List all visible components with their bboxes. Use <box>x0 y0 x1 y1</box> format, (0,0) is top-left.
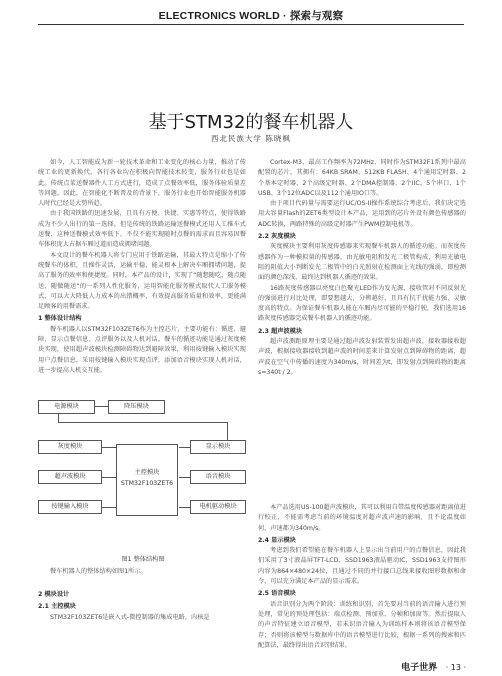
paragraph: 如今，人工智能成为新一轮技术革命和工业变化的核心力量，推动了传统工业的更新换代，各行各业均在积极向智能技术转变，服务行业也是如此。传统点菜送餐器件人工方式进行，造成了点餐效率低，服务体验质量差等问题。因此，在智能化不断普及的背景下，服务行业也开始智能服务机器人时代已经是大势所趋。 <box>38 159 246 208</box>
buck-module-box: 降压模块 <box>108 400 165 414</box>
display-module-box: 显示模块 <box>190 440 246 454</box>
page-number: · 13 · <box>445 663 466 672</box>
connector-line <box>94 406 108 407</box>
connector-line <box>227 422 228 440</box>
mcu-module-box <box>116 444 178 516</box>
connector-line <box>102 507 116 508</box>
figure-caption: 图1 整体结构图 <box>121 556 165 563</box>
connector-line <box>179 447 190 448</box>
mcu-label: 主控模块 <box>134 469 160 476</box>
paragraph: 由于项目代码量与需要运行UC/OS-II操作系统综合考虑后，我们决定选用大容量Flash的ZET6类型设计本产品，运用到的芯片外设有颜色传感器的ADC转换，两路特殊的高级定时器产生PWM控制电机等。 <box>258 200 466 228</box>
paragraph: Cortex-M3，最高工作频率为72MHz，同时作为STM32F1系列中最高配置的芯片，其拥有：64KB SRAM、512KB FLASH、4个通用定时器、2个基本定时器、2个高级定时器、2个DMA控制器、2个IIC、5个串口、1个USB、3个12位ADC以及112个通用IO口等。 <box>258 159 466 197</box>
figure-note: 餐车机器人的整体结构如图1所示。 <box>50 568 147 575</box>
left-column <box>38 158 246 376</box>
section-heading: 1 整体设计结构 <box>38 315 82 323</box>
connector-line <box>58 422 228 423</box>
page-header <box>0 8 502 26</box>
connector-line <box>179 477 190 478</box>
section-heading: 2 模块设计 <box>38 591 70 598</box>
connector-line <box>102 477 116 478</box>
paragraph: 灰度模块主要利用灰度传感器来实现餐车机器人的循迹功能。而灰度传感器作为一种模拟量的传感器，由光敏电阻和发光二极管构成，利用光敏电阻的阻值大小判断发光二极管中的白光照射在检测面上光线的强弱，即检测面的颜色深浅，最终达到机器人循迹的效果。 <box>258 243 466 282</box>
paragraph: STM32F103ZET6是嵌入式-微控制器的集成电路，内核是 <box>50 613 210 621</box>
subsection-heading: 2.1 主控模块 <box>38 603 76 611</box>
mcu-chip-label: STM32F103ZET6 <box>120 480 174 487</box>
paragraph: 超声波测距原理主要是通过超声波发射装置发出超声波，接收器接收超声波，根据接收器接收到超声波的时间差来计算发射点到障碍物的距离，超声波在空气中传播的速度为340m/s，时间差为t，即发射点到障碍物的距离s=340t / 2。 <box>258 338 466 376</box>
paragraph: 由于我国铁路的迅速发展，且具有方便、快捷、实惠等特点，使得铁路成为不少人出行的第一选择。但是传统的铁路运输送餐模式还用人工推车式送餐，这种送餐模式效率低下，不仅不能实现随时点餐的需求而且容易因餐车体积庞大占据车厢过道而造成拥堵问题。 <box>38 210 246 249</box>
subsection-heading: 2.5 语音模块 <box>258 590 296 598</box>
gray-module-box: 灰度模块 <box>38 440 102 454</box>
journal-brand: 电子世界 <box>401 663 438 673</box>
connector-line <box>58 414 59 422</box>
paragraph: 16路灰度传感器以亮度白色聚光LED作为发光源，接收管对不同反射光的强弱进行对比处理，即要想越大，分辨越好，且具有抗干扰能力强、灵敏度高的特点。为保证餐车机器人能在车厢内尽可能的平稳行驶，我们选用16路灰度传感器完成餐车机器人的循迹功能。 <box>258 284 466 323</box>
voice-module-box: 语音模块 <box>190 470 246 484</box>
right-lower-section <box>258 503 466 651</box>
right-column <box>258 158 466 378</box>
journal-header-text: ELECTRONICS WORLD · 探索与观察 <box>158 10 344 22</box>
subsection-heading: 2.4 显示模块 <box>258 536 296 544</box>
paragraph: 语音识别分为两个阶段：训练和识别，首先要对当前的语音输入进行预处理，常见的预处理包括：端点检测、预加重、分帧和加窗等。然后提取人的声音特征建立语音模型，若未识语音输入为训练样本则将该语音模型保存；否则将该模型与数据库中的语音模型进行比较，根据一系列的搜索和匹配算法，最终得出语音识别结果。 <box>258 600 466 649</box>
paragraph: 本文设计的餐车机器人将专门应用于铁路运输，其最大特点是缩小了传统餐车的体积，且操作灵活，运输平稳，能灵根本上解决车厢拥堵问题，提高了服务的效率和便捷度。同时，本产品的设计，实现了“随想随吃，随点随送，随做随送”的一系列人性化服务，运用智能化服务模式取代人工服务模式，可以大大降低人力成本的出错概率，有效提高服务质量和效率，更能满足顾客的用餐需求。 <box>38 251 246 311</box>
subsection-heading: 2.2 灰度模块 <box>258 233 296 241</box>
subsection-heading: 2.3 超声波模块 <box>258 327 303 335</box>
paragraph: 本产品选用US-100超声波模块，其可以利用自带温度传感器对距离值进行校正，不能需考虑当前的环境温度对超声波声速的影响，且不论温度如何，声速都为340m/s。 <box>258 504 466 532</box>
article-authors: 西北民族大学 陈晓枫 <box>211 134 291 143</box>
power-module-box: 电源模块 <box>38 400 95 414</box>
paragraph: 考虑到我们希望能在餐车机器人上显示出当前用户的点餐信息，因此我们采用了3寸液晶屏TFT-LCD，SSD1963液晶驱动IC，SSD1963支持图形内容为864×480×24位，且通过不同的并行接口总线来接收图形数据和命令，可以充分满足本产品的显示需求。 <box>258 547 466 586</box>
article-title: 基于STM32的餐车机器人 <box>148 112 354 133</box>
header-rule <box>38 24 464 25</box>
motor-module-box: 电机驱动模块 <box>190 500 246 514</box>
page-footer <box>401 660 466 673</box>
paragraph: 餐车机器人以STM32F103ZET6作为主控芯片，主要功能有：循迹、避障、显示点餐信息、点评服务以及人机对话。餐车的循迹功能是通过灰度模块实现，使用超声波模块检测障碍物达到避障效果，利用按键输入模块实现用户点餐信息，采用按键输入模块实现点评，添加语音模块实现人机对话，进一步提高人机交互能。 <box>38 325 246 374</box>
connector-line <box>102 447 116 448</box>
structure-figure <box>38 400 248 550</box>
connector-line <box>179 507 190 508</box>
left-bottom-section <box>38 588 248 623</box>
ultrasonic-module-box: 超声波模块 <box>38 470 102 484</box>
keypad-module-box: 按键输入模块 <box>38 500 102 514</box>
